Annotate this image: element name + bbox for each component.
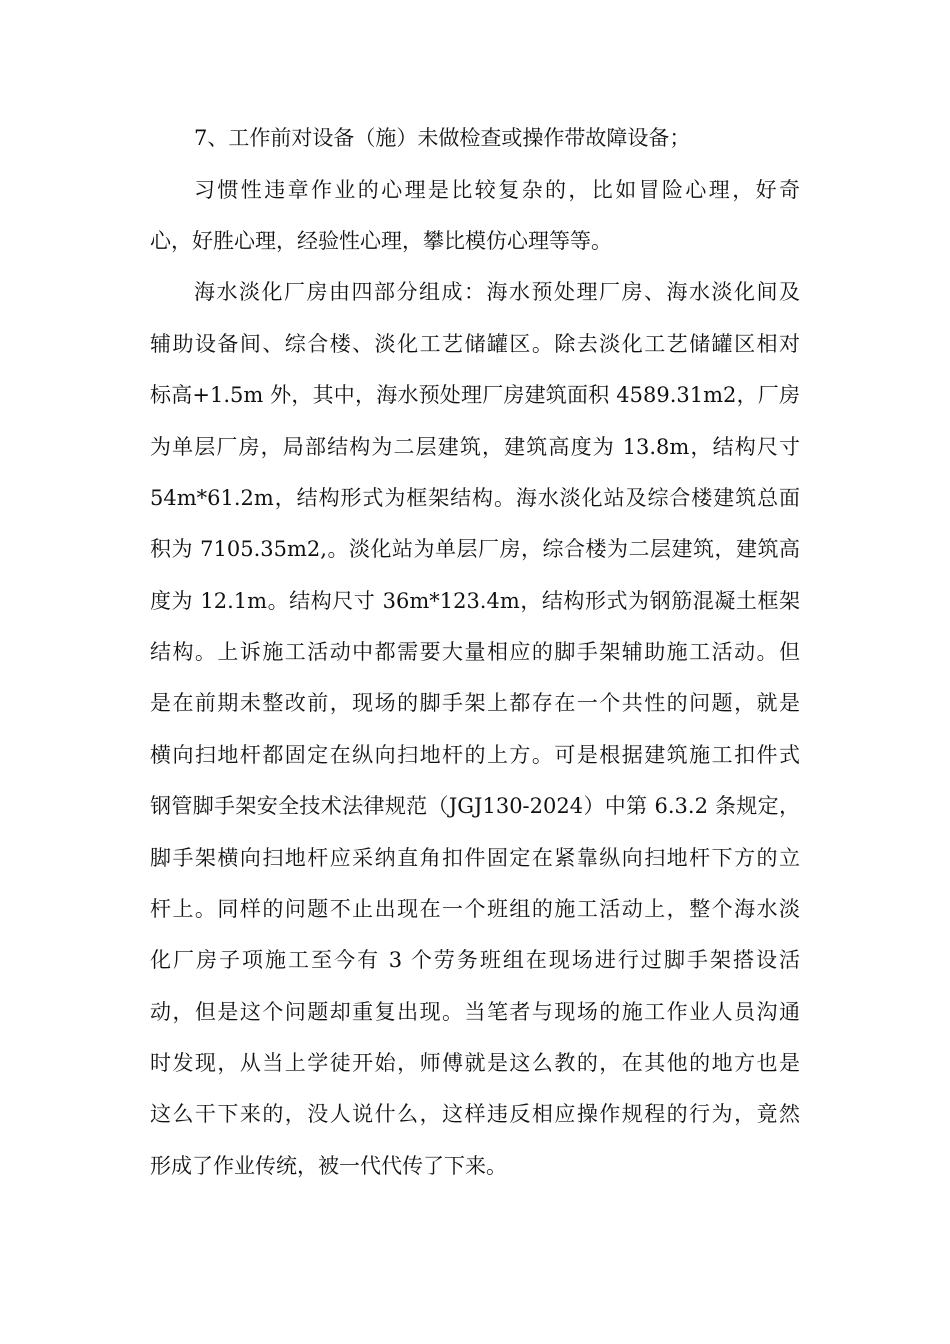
text-line-12: 是在前期未整改前，现场的脚手架上都存在一个共性的问题，就是 <box>150 691 800 715</box>
text-line-9: 积为 7105.35m2,。淡化站为单层厂房，综合楼为二层建筑，建筑高 <box>150 537 800 561</box>
text-line-2: 习惯性违章作业的心理是比较复杂的，比如冒险心理，好奇 <box>194 178 800 202</box>
text-line-7: 为单层厂房，局部结构为二层建筑，建筑高度为 13.8m，结构尺寸 <box>150 435 801 459</box>
text-line-17: 化厂房子项施工至今有 3 个劳务班组在现场进行过脚手架搭设活 <box>150 948 800 972</box>
text-line-21: 形成了作业传统，被一代代传了下来。 <box>150 1154 507 1178</box>
text-line-14: 钢管脚手架安全技术法律规范（JGJ130-2024）中第 6.3.2 条规定， <box>150 794 800 818</box>
text-line-13: 横向扫地杆都固定在纵向扫地杆的上方。可是根据建筑施工扣件式 <box>150 743 800 767</box>
text-line-10: 度为 12.1m。结构尺寸 36m*123.4m，结构形式为钢筋混凝土框架 <box>150 589 800 613</box>
text-line-20: 这么干下来的，没人说什么，这样违反相应操作规程的行为，竟然 <box>150 1102 800 1126</box>
text-line-6: 标高+1.5m 外，其中，海水预处理厂房建筑面积 4589.31m2，厂房 <box>150 383 800 407</box>
text-line-3: 心，好胜心理，经验性心理，攀比模仿心理等等。 <box>150 229 612 253</box>
text-line-5: 辅助设备间、综合楼、淡化工艺储罐区。除去淡化工艺储罐区相对 <box>150 332 800 356</box>
text-line-16: 杆上。同样的问题不止出现在一个班组的施工活动上，整个海水淡 <box>150 897 800 921</box>
text-line-18: 动，但是这个问题却重复出现。当笔者与现场的施工作业人员沟通 <box>150 1000 800 1024</box>
text-line-4: 海水淡化厂房由四部分组成：海水预处理厂房、海水淡化间及 <box>194 280 800 304</box>
text-line-15: 脚手架横向扫地杆应采纳直角扣件固定在紧靠纵向扫地杆下方的立 <box>150 846 800 870</box>
text-line-1: 7、工作前对设备（施）未做检查或操作带故障设备； <box>194 126 691 150</box>
text-line-8: 54m*61.2m，结构形式为框架结构。海水淡化站及综合楼建筑总面 <box>150 486 800 510</box>
text-line-19: 时发现，从当上学徒开始，师傅就是这么教的，在其他的地方也是 <box>150 1051 800 1075</box>
text-line-11: 结构。上诉施工活动中都需要大量相应的脚手架辅助施工活动。但 <box>150 640 800 664</box>
